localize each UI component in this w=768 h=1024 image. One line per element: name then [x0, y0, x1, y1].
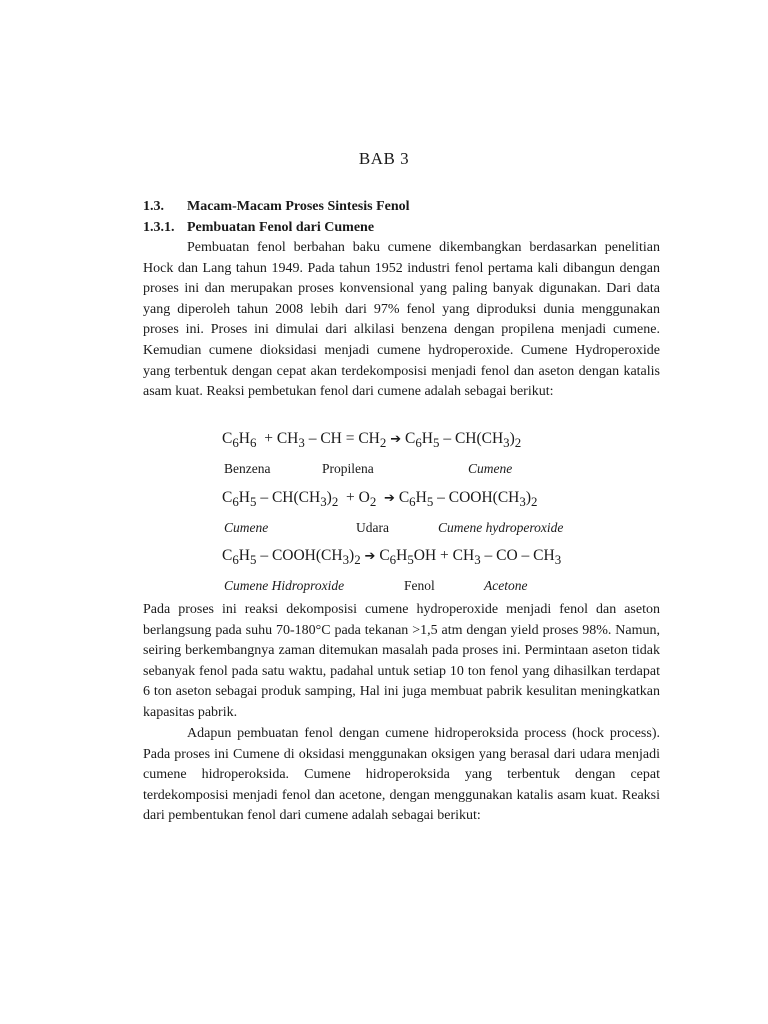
reaction-equation-3: $C_6H_5$ – $COOH(CH_3)_2$ ➔ $C_6H_5OH + CH_3$ – CO – $CH_3$ [222, 547, 562, 568]
reactant-label: Benzena [224, 461, 271, 476]
reaction-equation-1: $C_6H_6 + CH_3$ – CH = $CH_2$ ➔ $C_6H_5 - CH(CH_3)_2$ [222, 430, 522, 451]
product-label: Acetone [484, 578, 528, 593]
product-label: Cumene hydroperoxide [438, 520, 564, 535]
subsection-title: Pembuatan Fenol dari Cumene [187, 220, 375, 235]
section-number: 1.3. [143, 199, 164, 214]
paragraph-decomposition: Pada proses ini reaksi dekomposisi cumene hydroperoxide menjadi fenol dan aseton berlangsung pada suhu 70-180°C pada tekanan >1,5 atm dengan yield proses 98%. Namun, seiring berkembangnya zaman ditemukan masalah pada proses ini. Permintaan aseton tidak sebanyak fenol pada satu waktu, padahal untuk setiap 10 ton fenol yang dihasilkan terdapat 6 ton aseton sebagai produk samping, Hal ini juga membuat pabrik kesulitan meningkatkan kapasitas pabrik. [143, 602, 660, 720]
reaction-scheme [222, 428, 662, 598]
reaction-equation-2: $C_6H_5 - CH(CH_3)_2 + O_2$ ➔ $C_6H_5$ – $COOH(CH_3)_2$ [222, 489, 538, 510]
section-title: Macam-Macam Proses Sintesis Fenol [187, 199, 410, 214]
reactant-label: Cumene [224, 520, 269, 535]
reactant-label: Udara [356, 520, 389, 535]
paragraph-hock-process: Adapun pembuatan fenol dengan cumene hidroperoksida process (hock process). Pada proses ini Cumene di oksidasi menggunakan oksigen yang berasal dari udara menjadi cumene hidroperoksida. Cumene hidroperoksida yang terbentuk dengan cepat terdekomposisi menjadi fenol dan acetone, dengan menggunakan katalis asam kuat. Reaksi dari pembentukan fenol dari cumene adalah sebagai berikut: [143, 726, 660, 824]
section-heading [143, 199, 410, 215]
subsection-heading [143, 220, 375, 236]
reactant-label: Propilena [322, 461, 374, 476]
product-label: Fenol [404, 578, 435, 593]
paragraph-intro: Pembuatan fenol berbahan baku cumene dikembangkan berdasarkan penelitian Hock dan Lang tahun 1949. Pada tahun 1952 industri fenol pertama kali dibangun dengan proses ini dan merupakan proses konvensional yang paling banyak digunakan. Dari data yang diperoleh tahun 2008 lebih dari 97% fenol yang diproduksi dunia menggunakan proses ini. Proses ini dimulai dari alkilasi benzena dengan propilena menjadi cumene. Kemudian cumene dioksidasi menjadi cumene hydroperoxide. Cumene Hydroperoxide yang terbentuk dengan cepat akan terdekomposisi menjadi fenol dan aseton dengan katalis asam kuat. Reaksi pembetukan fenol dari cumene adalah sebagai berikut: [143, 240, 660, 400]
product-label: Cumene [468, 461, 513, 476]
chapter-title: BAB 3 [358, 149, 410, 168]
subsection-number: 1.3.1. [143, 220, 175, 235]
reactant-label: Cumene Hidroproxide [224, 578, 345, 593]
